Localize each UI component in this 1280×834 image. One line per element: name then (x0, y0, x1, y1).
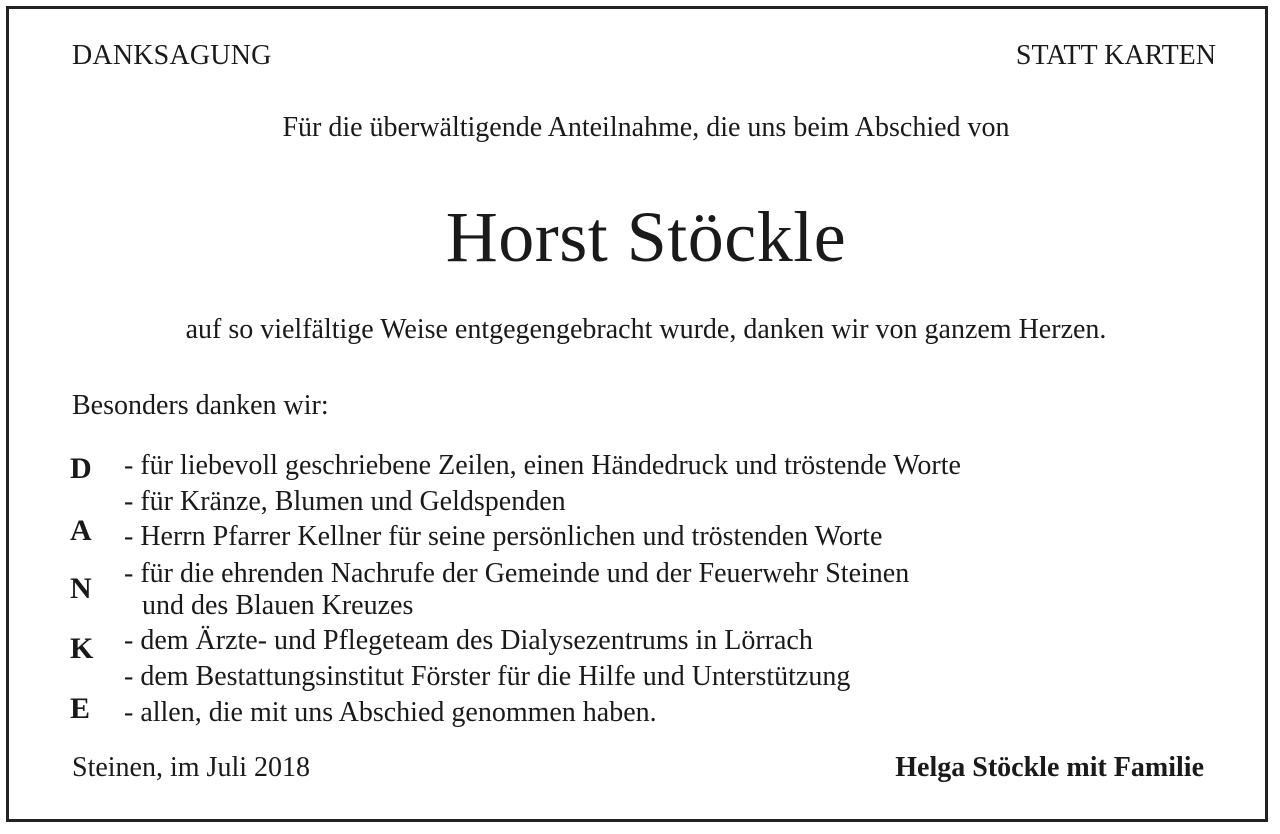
acrostic-letter-n: N (70, 572, 92, 605)
signature: Helga Stöckle mit Familie (895, 752, 1204, 783)
acrostic-letter-k: K (70, 632, 94, 665)
thanks-line-continuation: und des Blauen Kreuzes (142, 590, 414, 621)
place-date: Steinen, im Juli 2018 (72, 752, 310, 783)
acrostic-letter-e: E (70, 692, 91, 725)
heading-statt-karten: STATT KARTEN (1015, 40, 1216, 71)
heading-danksagung: DANKSAGUNG (72, 40, 272, 71)
acrostic-letter-d: D (70, 452, 92, 485)
thanks-line: - für die ehrenden Nachrufe der Gemeinde und der Feuerwehr Steinen (124, 558, 910, 589)
thanks-line: - für liebevoll geschriebene Zeilen, einen Händedruck und tröstende Worte (124, 450, 961, 481)
thanks-line: - dem Bestattungsinstitut Förster für die Hilfe und Unterstützung (124, 661, 851, 692)
thanks-text: auf so vielfältige Weise entgegengebracht wurde, danken wir von ganzem Herzen. (185, 314, 1107, 345)
special-thanks-intro: Besonders danken wir: (72, 390, 329, 421)
thanks-line: - Herrn Pfarrer Kellner für seine persönlichen und tröstenden Worte (124, 521, 883, 552)
thanks-line: - für Kränze, Blumen und Geldspenden (124, 486, 566, 517)
thanks-line: - allen, die mit uns Abschied genommen haben. (124, 697, 657, 728)
intro-text: Für die überwältigende Anteilnahme, die uns beim Abschied von (282, 112, 1010, 143)
deceased-name: Horst Stöckle (445, 197, 847, 277)
acrostic-letter-a: A (70, 514, 92, 547)
thanks-line: - dem Ärzte- und Pflegeteam des Dialysezentrums in Lörrach (124, 625, 813, 656)
